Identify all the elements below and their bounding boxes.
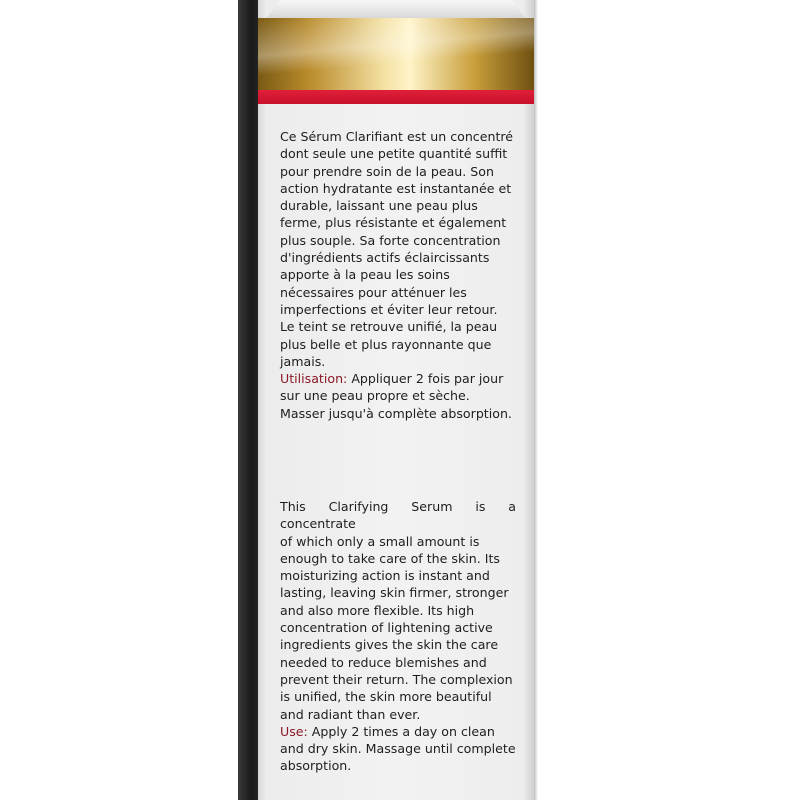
french-usage-text: Appliquer 2 fois par jour sur une peau propre et sèche. Masser jusqu'à complète absorption. bbox=[280, 371, 512, 421]
box-top-flap bbox=[258, 0, 534, 18]
french-usage-label: Utilisation: bbox=[280, 371, 348, 387]
box-right-edge bbox=[534, 0, 538, 800]
french-body-text: Ce Sérum Clarifiant est un concentré dont seule une petite quantité suffit pour prendre soin de la peau. Son action hydratante est instantanée et durable, laissant une peau plus ferme, plus résistante et également plus souple. Sa forte concentration d'ingrédients actifs éclaircissants apporte à la peau les soins nécessaires pour atténuer les imperfections et éviter leur retour. Le teint se retrouve unifié, la peau plus belle et plus rayonnante que jamais. bbox=[280, 129, 514, 369]
box-side-shadow bbox=[238, 0, 260, 800]
french-description bbox=[280, 128, 516, 422]
product-box-side bbox=[258, 0, 534, 800]
english-body-text: This Clarifying Serum is a concentrate of which only a small amount is enough to take care of the skin. Its moisturizing action is instant and lasting, leaving skin firmer, stronger and also more flexible. Its high concentration of lightening active ingredients gives the skin the care needed to reduce blemishes and prevent their return. The complexion is unified, the skin more beautiful and radiant than ever. bbox=[280, 499, 516, 722]
english-description bbox=[280, 498, 516, 775]
gold-foil-band bbox=[258, 18, 534, 91]
english-usage-text: Apply 2 times a day on clean and dry skin. Massage until complete absorption. bbox=[280, 723, 516, 774]
red-stripe bbox=[258, 90, 534, 104]
english-usage-label: Use: bbox=[280, 723, 308, 739]
